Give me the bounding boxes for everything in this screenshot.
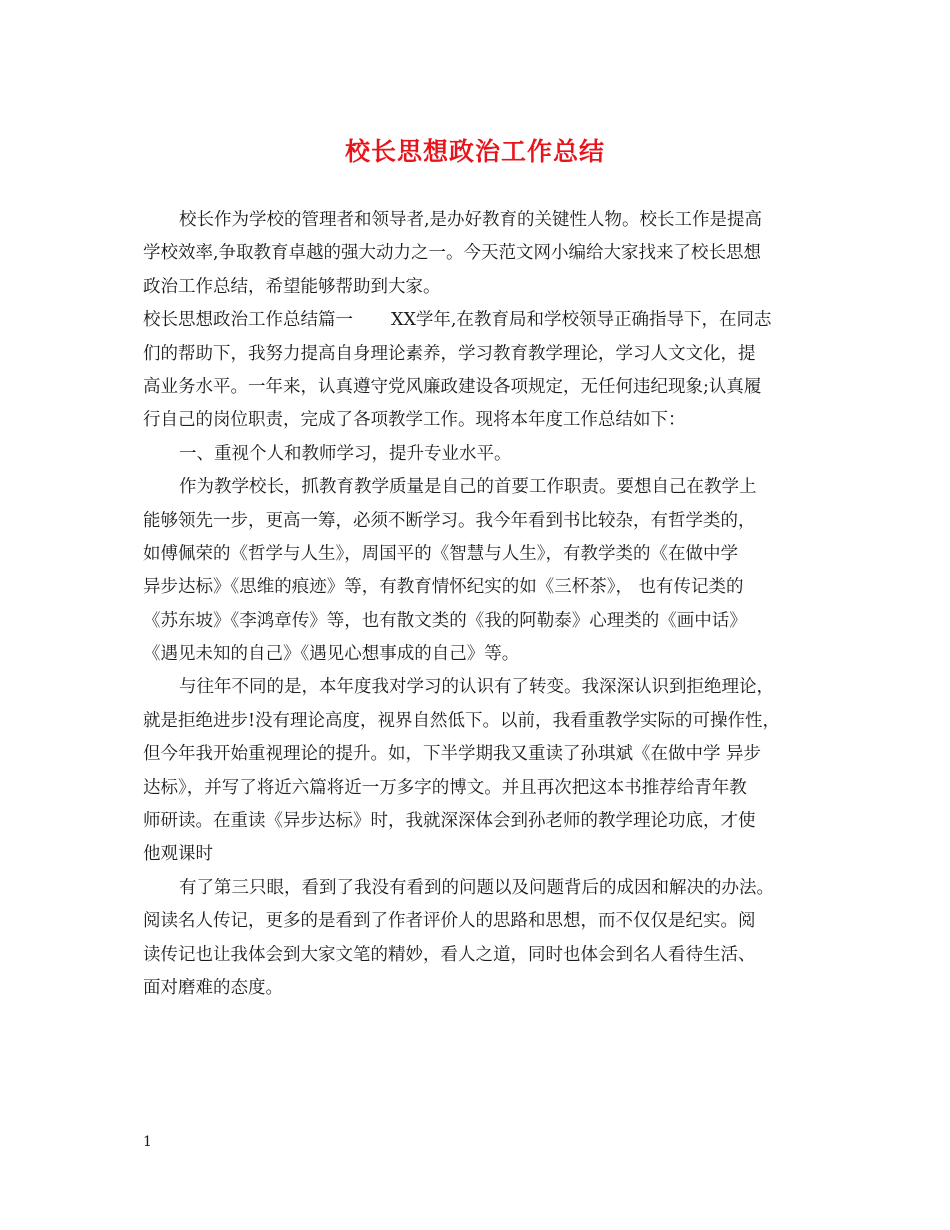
paragraph-line: 读传记也让我体会到大家文笔的精妙，看人之道，同时也体会到名人看待生活、 [143,944,756,965]
paragraph-line: 行自己的岗位职责，完成了各项教学工作。现将本年度工作总结如下： [143,410,686,431]
document-title: 校长思想政治工作总结 [344,137,605,166]
paragraph-text: XX学年,在教育局和学校领导正确指导下，在同志 [391,310,772,331]
paragraph-line: 他观课时 [143,844,213,865]
paragraph-line: 达标》，并写了将近六篇将近一万多字的博文。并且再次把这本书推荐给青年教 [143,777,747,798]
paragraph-line: 异步达标》《思维的痕迹》等，有教育情怀纪实的如《三杯茶》， 也有传记类的 [143,577,744,598]
paragraph-line: 阅读名人传记，更多的是看到了作者评价人的思路和思想，而不仅仅是纪实。阅 [143,911,756,932]
paragraph-line: 有了第三只眼，看到了我没有看到的问题以及问题背后的成因和解决的办法。 [179,877,774,898]
paragraph-line: 如傅佩荣的《哲学与人生》，周国平的《智慧与人生》，有教学类的《在做中学 [143,543,738,564]
paragraph-line: 就是拒绝进步!没有理论高度，视界自然低下。以前，我看重教学实际的可操作性， [143,710,781,731]
subsection-heading: 一、重视个人和教师学习，提升专业水平。 [179,443,512,464]
document-body [143,204,823,1005]
paragraph-line: 与往年不同的是，本年度我对学习的认识有了转变。我深深认识到拒绝理论， [179,677,774,698]
paragraph-line: 高业务水平。一年来，认真遵守党风廉政建设各项规定，无任何违纪现象;认真履 [143,376,762,397]
section-heading: 校长思想政治工作总结篇一 [143,310,353,331]
paragraph-line: 《苏东坡》《李鸿章传》等，也有散文类的《我的阿勒泰》心理类的《画中话》 [143,610,747,631]
paragraph-line: 们的帮助下，我努力提高自身理论素养，学习教育教学理论，学习人文文化，提 [143,343,756,364]
paragraph-line: 师研读。在重读《异步达标》时，我就深深体会到孙老师的教学理论功底，才使 [143,811,756,832]
paragraph-line: 政治工作总结，希望能够帮助到大家。 [143,276,441,297]
paragraph-line: 校长作为学校的管理者和领导者,是办好教育的关键性人物。校长工作是提高 [179,210,763,230]
paragraph-line: 学校效率,争取教育卓越的强大动力之一。今天范文网小编给大家找来了校长思想 [143,243,762,264]
page-number: 1 [143,1134,152,1150]
paragraph-line: 作为教学校长，抓教育教学质量是自己的首要工作职责。要想自己在教学上 [179,477,757,498]
paragraph-line: 但今年我开始重视理论的提升。如，下半学期我又重读了孙琪斌《在做中学 异步 [143,744,762,765]
paragraph-line: 能够领先一步，更高一筹，必须不断学习。我今年看到书比较杂，有哲学类的， [143,510,756,531]
paragraph-line-with-heading [143,304,823,337]
paragraph-line: 《遇见未知的自己》《遇见心想事成的自己》等。 [143,644,520,665]
paragraph-line: 面对磨难的态度。 [143,977,283,998]
